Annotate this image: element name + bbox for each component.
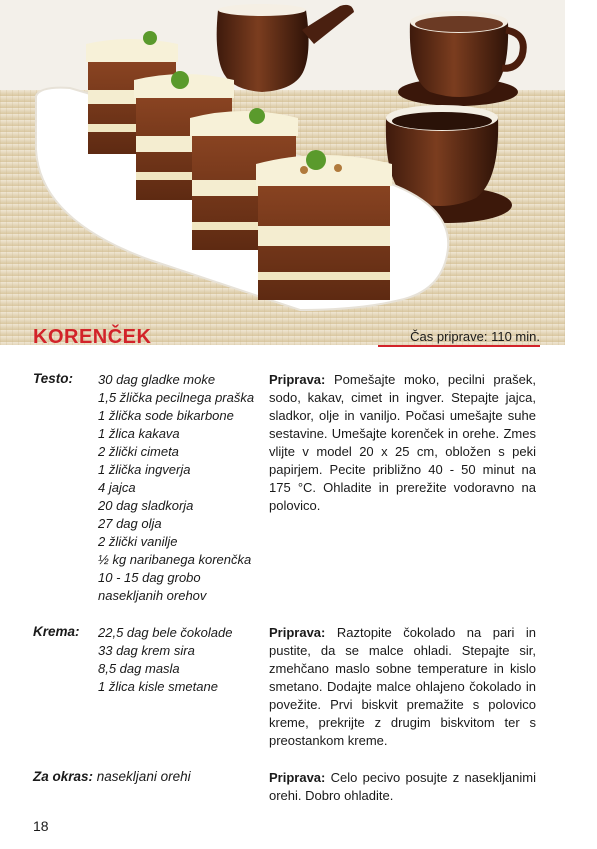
ingredient-item: 27 dag olja — [98, 516, 162, 531]
method-body: Celo pecivo posujte z nasekljanimi orehi. Dobro ohladite. — [269, 770, 536, 803]
ingredient-item: 30 dag gladke moke — [98, 372, 216, 387]
method-label: Priprava: — [269, 372, 326, 387]
ingredient-item: 8,5 dag masla — [98, 661, 180, 676]
recipe-title: KORENČEK — [33, 326, 152, 348]
section-label — [33, 624, 80, 639]
method-label: Priprava: — [269, 625, 326, 640]
ingredient-list — [98, 371, 263, 605]
ingredient-item: 1,5 žlička pecilnega praška — [98, 390, 255, 405]
page-number: 18 — [33, 818, 49, 834]
method-body: Raztopite čokolado na pari in pustite, da se malce ohladi. Stepajte sir, zmehčano maslo sobne temperature in kislo smetano. Dodajte malce ohlajeno čokolado in povežite. Prvi biskvit premažite s polovico kreme, prekrijte z drugim biskvitom ter s preostankom kreme. — [269, 625, 536, 748]
ingredient-list — [98, 624, 263, 696]
recipe-photo — [0, 0, 565, 345]
ingredient-item: 1 žlička ingverja — [98, 462, 191, 477]
prep-time: Čas priprave: 110 min. — [410, 329, 540, 344]
section-label-text: Testo: — [33, 371, 73, 386]
method-text — [269, 371, 536, 515]
method-label: Priprava: — [269, 770, 326, 785]
ingredient-item: 20 dag sladkorja — [98, 498, 194, 513]
coffee-cup-back — [398, 11, 523, 106]
ingredient-item: 4 jajca — [98, 480, 136, 495]
ingredient-item: 1 žlica kakava — [98, 426, 180, 441]
ingredient-item: 1 žlica kisle smetane — [98, 679, 218, 694]
section-label — [33, 769, 191, 784]
ingredient-item: 22,5 dag bele čokolade — [98, 625, 233, 640]
ingredient-item: ½ kg naribanega korenčka — [98, 552, 252, 567]
ingredient-item: 2 žlički cimeta — [98, 444, 179, 459]
method-text — [269, 769, 536, 805]
section-label — [33, 371, 73, 386]
ingredient-item: 2 žlički vanilje — [98, 534, 178, 549]
section-label-text: Krema: — [33, 624, 80, 639]
ingredient-item: nasekljanih orehov — [98, 588, 207, 603]
method-text — [269, 624, 536, 750]
garnish-text: nasekljani orehi — [93, 769, 191, 784]
ingredient-item: 33 dag krem sira — [98, 643, 195, 658]
ingredient-item: 1 žlička sode bikarbone — [98, 408, 234, 423]
title-divider — [378, 345, 540, 347]
ingredient-item: 10 - 15 dag grobo — [98, 570, 201, 585]
method-body: Pomešajte moko, pecilni prašek, sodo, kakav, cimet in ingver. Stepajte jajca, sladkor, olje in vaniljo. Počasi umešajte suhe sestavine. Umešajte korenček in orehe. Zmes vlijte v model 20 x 25 cm, obložen s peki papirjem. Pecite približno 40 - 50 minut na 175 °C. Ohladite in prerežite vodoravno na polovico. — [269, 372, 536, 513]
section-label-text: Za okras: — [33, 769, 94, 784]
